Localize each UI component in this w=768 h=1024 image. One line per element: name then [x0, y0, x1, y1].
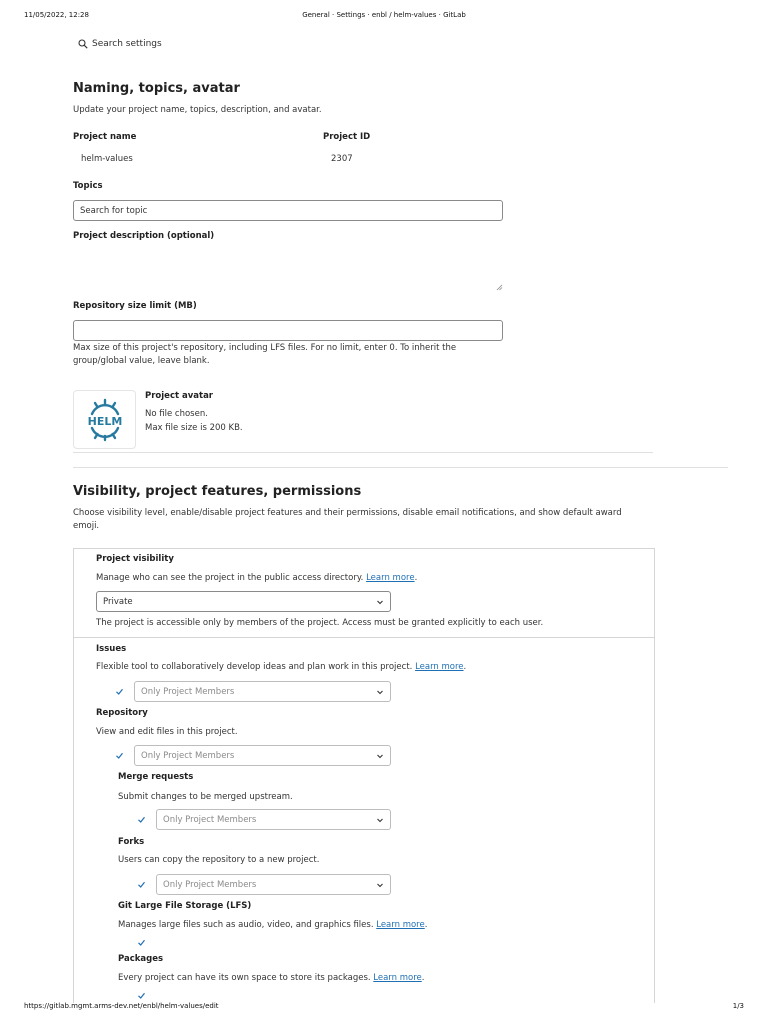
- project-visibility-label: Project visibility: [96, 554, 174, 564]
- project-avatar-image[interactable]: [73, 390, 136, 449]
- issues-help-text: Flexible tool to collaboratively develop ideas and plan work in this project.: [96, 662, 413, 672]
- issues-toggle-check-icon[interactable]: [115, 687, 124, 696]
- forks-access-value: Only Project Members: [163, 879, 257, 890]
- repository-access-select[interactable]: [134, 745, 391, 766]
- packages-help-text: Every project can have its own space to store its packages.: [118, 973, 371, 983]
- project-avatar-label: Project avatar: [145, 391, 214, 401]
- lfs-toggle-check-icon[interactable]: [137, 938, 146, 947]
- merge-requests-access-value: Only Project Members: [163, 814, 257, 825]
- repo-size-label: Repository size limit (MB): [73, 301, 197, 311]
- packages-label: Packages: [118, 954, 164, 964]
- helm-logo-text: HELM: [87, 414, 122, 428]
- merge-requests-access-select[interactable]: [156, 809, 391, 830]
- lfs-label: Git Large File Storage (LFS): [118, 901, 252, 911]
- print-datetime: 11/05/2022, 12:28: [24, 11, 89, 19]
- naming-section-description: Update your project name, topics, description, and avatar.: [73, 105, 322, 115]
- project-visibility-note: The project is accessible only by members of the project. Access must be granted explicitly to each user.: [96, 618, 544, 628]
- merge-requests-help: Submit changes to be merged upstream.: [118, 792, 293, 802]
- project-name-label: Project name: [73, 132, 137, 142]
- avatar-divider: [73, 452, 653, 453]
- lfs-help-text: Manages large files such as audio, video, and graphics files.: [118, 920, 374, 930]
- merge-requests-label: Merge requests: [118, 772, 194, 782]
- packages-toggle-check-icon[interactable]: [137, 991, 146, 1000]
- project-id-label: Project ID: [323, 132, 371, 142]
- repository-help: View and edit files in this project.: [96, 727, 238, 737]
- issues-learn-more-link[interactable]: Learn more: [415, 662, 464, 672]
- repository-label: Repository: [96, 708, 148, 718]
- lfs-learn-more-link[interactable]: Learn more: [376, 920, 425, 930]
- search-settings-label: Search settings: [92, 39, 162, 49]
- project-id-value: 2307: [331, 154, 353, 164]
- issues-help: Flexible tool to collaboratively develop ideas and plan work in this project. Learn more.: [96, 662, 467, 672]
- lfs-help: Manages large files such as audio, video, and graphics files. Learn more.: [118, 920, 428, 930]
- chevron-down-icon: [376, 598, 384, 606]
- packages-help: Every project can have its own space to store its packages. Learn more.: [118, 973, 425, 983]
- chevron-down-icon: [376, 688, 384, 696]
- avatar-max-size: Max file size is 200 KB.: [145, 423, 243, 433]
- resize-grip-icon[interactable]: [496, 284, 503, 291]
- print-title: General · Settings · enbl / helm-values · GitLab: [302, 11, 466, 19]
- project-visibility-help: Manage who can see the project in the public access directory. Learn more.: [96, 573, 418, 583]
- project-visibility-help-text: Manage who can see the project in the public access directory.: [96, 573, 364, 583]
- repository-toggle-check-icon[interactable]: [115, 751, 124, 760]
- forks-toggle-check-icon[interactable]: [137, 880, 146, 889]
- issues-access-select[interactable]: [134, 681, 391, 702]
- forks-help: Users can copy the repository to a new project.: [118, 855, 320, 865]
- chevron-down-icon: [376, 752, 384, 760]
- search-settings[interactable]: [78, 39, 162, 49]
- project-description-label: Project description (optional): [73, 231, 215, 241]
- repo-size-help-1: Max size of this project's repository, including LFS files. For no limit, enter 0. To inherit the: [73, 343, 457, 353]
- naming-section-title: Naming, topics, avatar: [73, 81, 240, 96]
- topics-input[interactable]: [73, 200, 503, 221]
- chevron-down-icon: [376, 816, 384, 824]
- repo-size-input[interactable]: [73, 320, 503, 341]
- repository-access-value: Only Project Members: [141, 750, 235, 761]
- issues-access-value: Only Project Members: [141, 686, 235, 697]
- project-visibility-value: Private: [103, 596, 133, 607]
- section-divider: [73, 467, 728, 468]
- forks-label: Forks: [118, 837, 145, 847]
- topics-label: Topics: [73, 181, 103, 191]
- merge-requests-toggle-check-icon[interactable]: [137, 815, 146, 824]
- visibility-description-2: emoji.: [73, 521, 100, 531]
- repo-size-help-2: group/global value, leave blank.: [73, 356, 210, 366]
- search-icon: [78, 39, 88, 49]
- topics-placeholder: Search for topic: [80, 205, 148, 216]
- forks-access-select[interactable]: [156, 874, 391, 895]
- visibility-description-1: Choose visibility level, enable/disable project features and their permissions, disable email notifications, and show default award: [73, 508, 622, 518]
- print-url: https://gitlab.mgmt.arms-dev.net/enbl/helm-values/edit: [24, 1002, 219, 1010]
- helm-logo-icon: [81, 398, 129, 442]
- packages-learn-more-link[interactable]: Learn more: [373, 973, 422, 983]
- issues-label: Issues: [96, 644, 127, 654]
- chevron-down-icon: [376, 881, 384, 889]
- visibility-section-title: Visibility, project features, permissions: [73, 484, 362, 499]
- print-page: 1/3: [732, 1002, 744, 1010]
- project-visibility-learn-more-link[interactable]: Learn more: [366, 573, 415, 583]
- project-name-value[interactable]: helm-values: [81, 154, 133, 164]
- avatar-file-status: No file chosen.: [145, 409, 208, 419]
- project-visibility-select[interactable]: [96, 591, 391, 612]
